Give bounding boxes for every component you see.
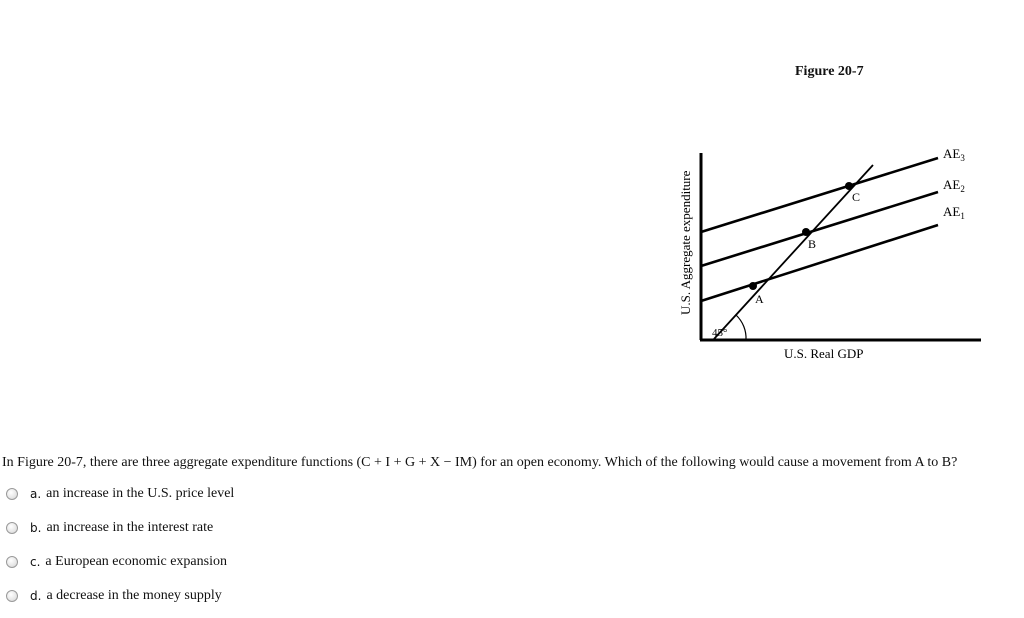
option-d[interactable]	[6, 585, 222, 607]
ae3-label: $AE_3$	[943, 146, 965, 163]
point-b-label: B	[808, 237, 817, 251]
option-a-radio[interactable]	[6, 488, 18, 500]
point-b-dot	[802, 228, 810, 236]
option-b-radio[interactable]	[6, 522, 18, 534]
option-b-text: an increase in the interest rate	[46, 520, 214, 535]
ae3-line	[701, 158, 938, 232]
point-c-dot	[845, 182, 853, 190]
ae1-label: $AE_1$	[943, 204, 965, 221]
option-c-letter: c.	[30, 555, 41, 569]
option-b-letter: b.	[30, 521, 42, 535]
option-a-letter: a.	[30, 487, 42, 501]
option-d-text: a decrease in the money supply	[46, 588, 222, 603]
angle-label: 45°	[712, 327, 728, 339]
option-a-text: an increase in the U.S. price level	[46, 486, 235, 501]
ae2-line	[701, 192, 938, 266]
option-c-radio[interactable]	[6, 556, 18, 568]
ae1-line	[701, 225, 938, 301]
figure-title: Figure 20-7	[795, 64, 864, 79]
option-c-text: a European economic expansion	[45, 554, 227, 569]
y-axis-label: U.S. Aggregate expenditure	[678, 170, 693, 315]
option-d-radio[interactable]	[6, 590, 18, 602]
question-text: In Figure 20-7, there are three aggregate expenditure functions (C + I + G + X − IM) for an open economy. Which of the following would cause a movement from A to B?	[2, 455, 958, 470]
option-c[interactable]	[6, 551, 227, 573]
point-a-dot	[749, 282, 757, 290]
point-c-label: C	[852, 190, 861, 204]
option-a[interactable]	[6, 483, 234, 505]
option-d-letter: d.	[30, 589, 42, 603]
x-axis-label: U.S. Real GDP	[784, 346, 864, 361]
point-a-label: A	[755, 292, 764, 306]
angle-arc	[736, 315, 746, 340]
ae2-label: $AE_2$	[943, 177, 965, 194]
option-b[interactable]	[6, 517, 213, 539]
45-degree-line	[714, 165, 873, 339]
